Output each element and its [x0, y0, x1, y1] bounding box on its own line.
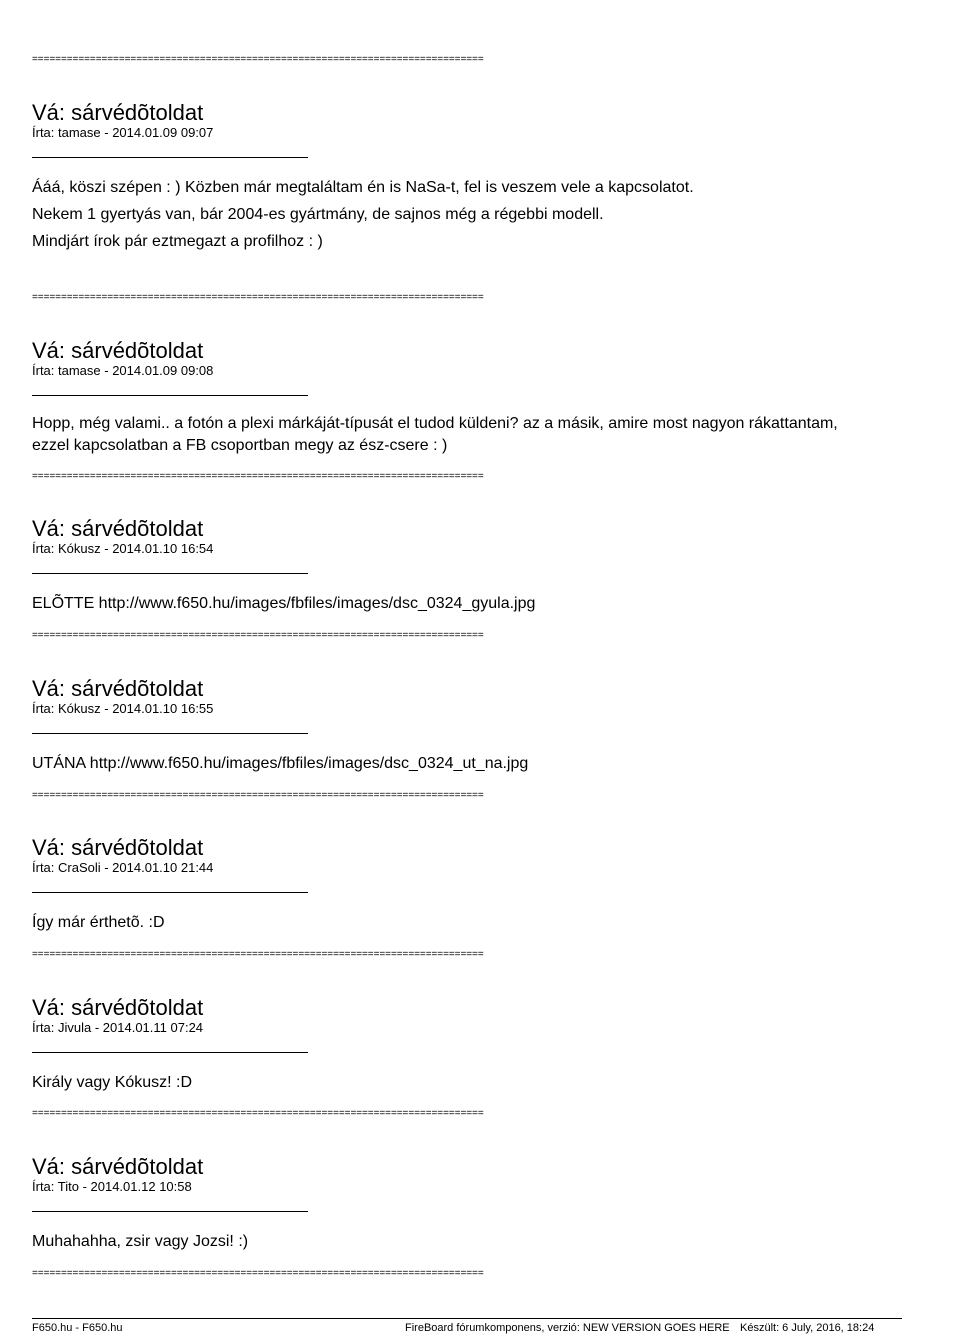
- post-body: [32, 413, 912, 457]
- footer-generated: Készült: 6 July, 2016, 18:24: [740, 1322, 875, 1334]
- post-body-line: UTÁNA http://www.f650.hu/images/fbfiles/images/dsc_0324_ut_na.jpg: [32, 755, 529, 772]
- post-title: Vá: sárvédõtoldat: [32, 995, 204, 1020]
- post-divider: [32, 157, 308, 158]
- forum-post: [32, 836, 912, 936]
- forum-post: [32, 996, 912, 1096]
- separator-line: ==============================================================================: [32, 1269, 484, 1279]
- post-body: [32, 1228, 912, 1255]
- forum-post: [32, 1155, 912, 1255]
- post-meta: Írta: Kókusz - 2014.01.10 16:55: [32, 701, 214, 716]
- post-title: Vá: sárvédõtoldat: [32, 676, 204, 701]
- post-body: [32, 750, 912, 777]
- post-title: Vá: sárvédõtoldat: [32, 338, 204, 363]
- post-body-line: Ááá, köszi szépen : ) Közben már megtaláltam én is NaSa-t, fel is veszem vele a kapcsolatot.: [32, 179, 694, 196]
- post-body-line: Muhahahha, zsir vagy Jozsi! :): [32, 1233, 249, 1250]
- forum-post: [32, 339, 912, 457]
- post-divider: [32, 573, 308, 574]
- post-meta: Írta: tamase - 2014.01.09 09:08: [32, 363, 214, 378]
- post-body: [32, 1069, 912, 1096]
- post-title: Vá: sárvédõtoldat: [32, 100, 204, 125]
- separator-line: ==============================================================================: [32, 55, 484, 65]
- post-divider: [32, 395, 308, 396]
- page-footer: [32, 1318, 902, 1335]
- post-divider: [32, 892, 308, 893]
- footer-site: F650.hu - F650.hu: [32, 1322, 123, 1334]
- post-meta: Írta: Jivula - 2014.01.11 07:24: [32, 1020, 204, 1035]
- post-body: [32, 174, 912, 255]
- separator-line: ==============================================================================: [32, 293, 484, 303]
- post-divider: [32, 1052, 308, 1053]
- separator-line: ==============================================================================: [32, 472, 484, 482]
- post-title: Vá: sárvédõtoldat: [32, 516, 204, 541]
- forum-post: [32, 517, 912, 617]
- post-meta: Írta: Tito - 2014.01.12 10:58: [32, 1179, 192, 1194]
- post-meta: Írta: CraSoli - 2014.01.10 21:44: [32, 860, 214, 875]
- separator-line: ==============================================================================: [32, 791, 484, 801]
- post-divider: [32, 1211, 308, 1212]
- post-title: Vá: sárvédõtoldat: [32, 835, 204, 860]
- post-meta: Írta: tamase - 2014.01.09 09:07: [32, 125, 214, 140]
- separator-line: ==============================================================================: [32, 950, 484, 960]
- post-body-line: ELÕTTE http://www.f650.hu/images/fbfiles/images/dsc_0324_gyula.jpg: [32, 595, 536, 612]
- post-divider: [32, 733, 308, 734]
- forum-post: [32, 677, 912, 777]
- post-title: Vá: sárvédõtoldat: [32, 1154, 204, 1179]
- separator-line: ==============================================================================: [32, 631, 484, 641]
- post-body-line: Király vagy Kókusz! :D: [32, 1074, 193, 1091]
- post-body-line: ezzel kapcsolatban a FB csoportban megy az ész-csere : ): [32, 437, 448, 454]
- footer-component: FireBoard fórumkomponens, verzió: NEW VERSION GOES HERE: [405, 1322, 730, 1334]
- separator-line: ==============================================================================: [32, 1109, 484, 1119]
- post-body-line: Mindjárt írok pár eztmegazt a profilhoz : ): [32, 233, 323, 250]
- post-body-line: Így már érthetõ. :D: [32, 914, 165, 931]
- post-body: [32, 909, 912, 936]
- forum-post: [32, 101, 912, 255]
- post-body-line: Nekem 1 gyertyás van, bár 2004-es gyártmány, de sajnos még a régebbi modell.: [32, 206, 604, 223]
- post-meta: Írta: Kókusz - 2014.01.10 16:54: [32, 541, 214, 556]
- post-body: [32, 590, 912, 617]
- post-body-line: Hopp, még valami.. a fotón a plexi márkáját-típusát el tudod küldeni? az a másik, amire most nagyon rákattantam,: [32, 415, 838, 432]
